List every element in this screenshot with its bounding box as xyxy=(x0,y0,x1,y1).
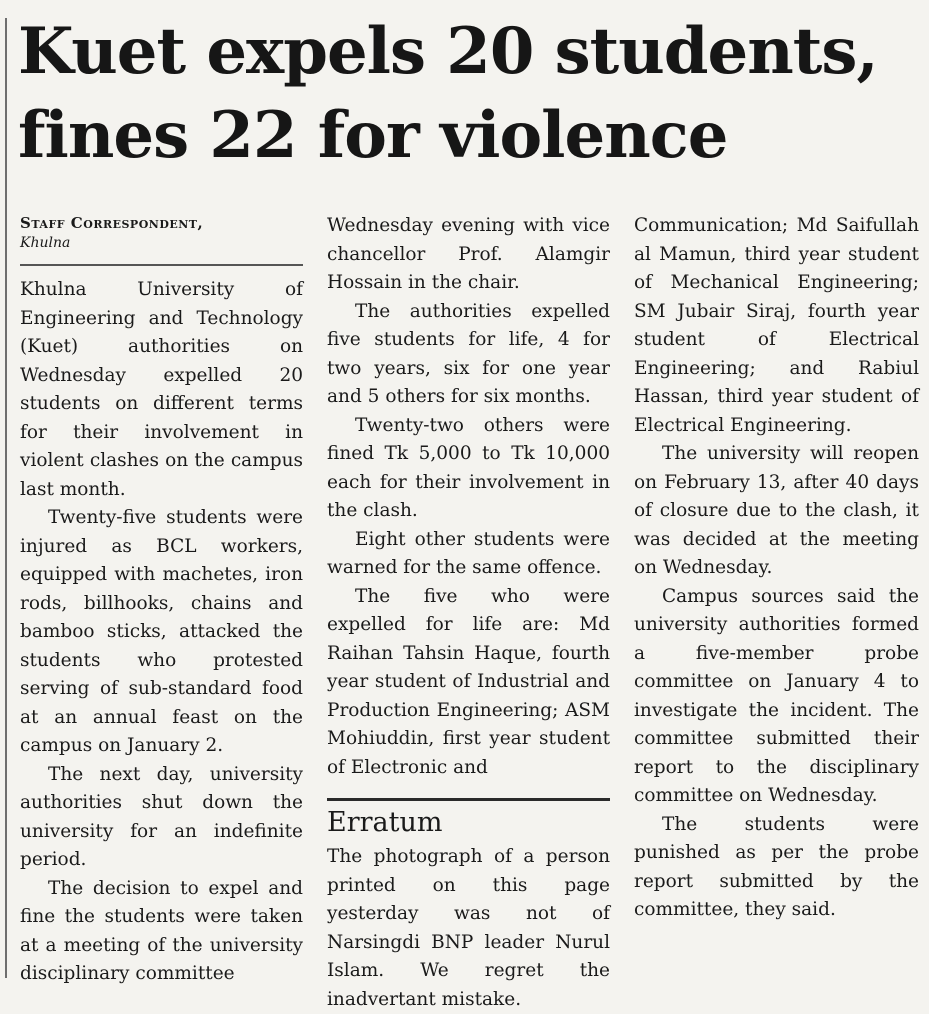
story-paragraph: Twenty-two others were fined Tk 5,000 to Tk 10,000 each for their involvement in the clash. xyxy=(327,414,610,521)
column-1 xyxy=(20,212,303,982)
erratum-divider xyxy=(327,798,610,801)
story-paragraph: Twenty-five students were injured as BCL workers, equipped with machetes, iron rods, billhooks, chains and bamboo sticks, attacked the students who protested serving of sub-standard food at an annual feast on the campus on January 2. xyxy=(20,507,303,756)
story-paragraph: Khulna University of Engineering and Technology (Kuet) authorities on Wednesday expelled 20 students on different terms for their involvement in violent clashes on the campus last month. xyxy=(20,279,303,500)
column-3 xyxy=(634,212,919,982)
story-paragraph: Campus sources said the university authorities formed a five-member probe committee on January 4 to investigate the incident. The committee submitted their report to the disciplinary committee on Wednesday. xyxy=(634,585,919,806)
erratum-body: The photograph of a person printed on this page yesterday was not of Narsingdi BNP leader Nurul Islam. We regret the inadvertant mistake. xyxy=(327,846,610,1010)
story-paragraph: The university will reopen on February 13, after 40 days of closure due to the clash, it was decided at the meeting on Wednesday. xyxy=(634,443,919,578)
story-paragraph: Eight other students were warned for the same offence. xyxy=(327,528,610,578)
story-paragraph: The decision to expel and fine the students were taken at a meeting of the university disciplinary committee xyxy=(20,877,303,984)
story-paragraph: The students were punished as per the probe report submitted by the committee, they said. xyxy=(634,813,919,920)
byline-location: Khulna xyxy=(20,235,71,251)
byline-divider xyxy=(20,264,303,266)
story-paragraph: The five who were expelled for life are: Md Raihan Tahsin Haque, fourth year student of Industrial and Production Engineering; ASM Mohiuddin, first year student of Electronic and xyxy=(327,585,610,778)
byline-author: Staff Correspondent, xyxy=(20,214,204,232)
story-paragraph: Wednesday evening with vice chancellor Prof. Alamgir Hossain in the chair. xyxy=(327,215,610,293)
erratum-title: Erratum xyxy=(327,807,443,838)
story-paragraph: The authorities expelled five students for life, 4 for two years, six for one year and 5 others for six months. xyxy=(327,300,610,407)
story-paragraph: The next day, university authorities shut down the university for an indefinite period. xyxy=(20,763,303,870)
column-rule xyxy=(5,18,7,978)
column-2 xyxy=(327,212,610,1010)
headline: Kuet expels 20 students, fines 22 for violence xyxy=(18,14,878,173)
story-paragraph: Communication; Md Saifullah al Mamun, third year student of Mechanical Engineering; SM Jubair Siraj, fourth year student of Electrical Engineering; and Rabiul Hassan, third year student of Electrical Engineering. xyxy=(634,215,919,436)
